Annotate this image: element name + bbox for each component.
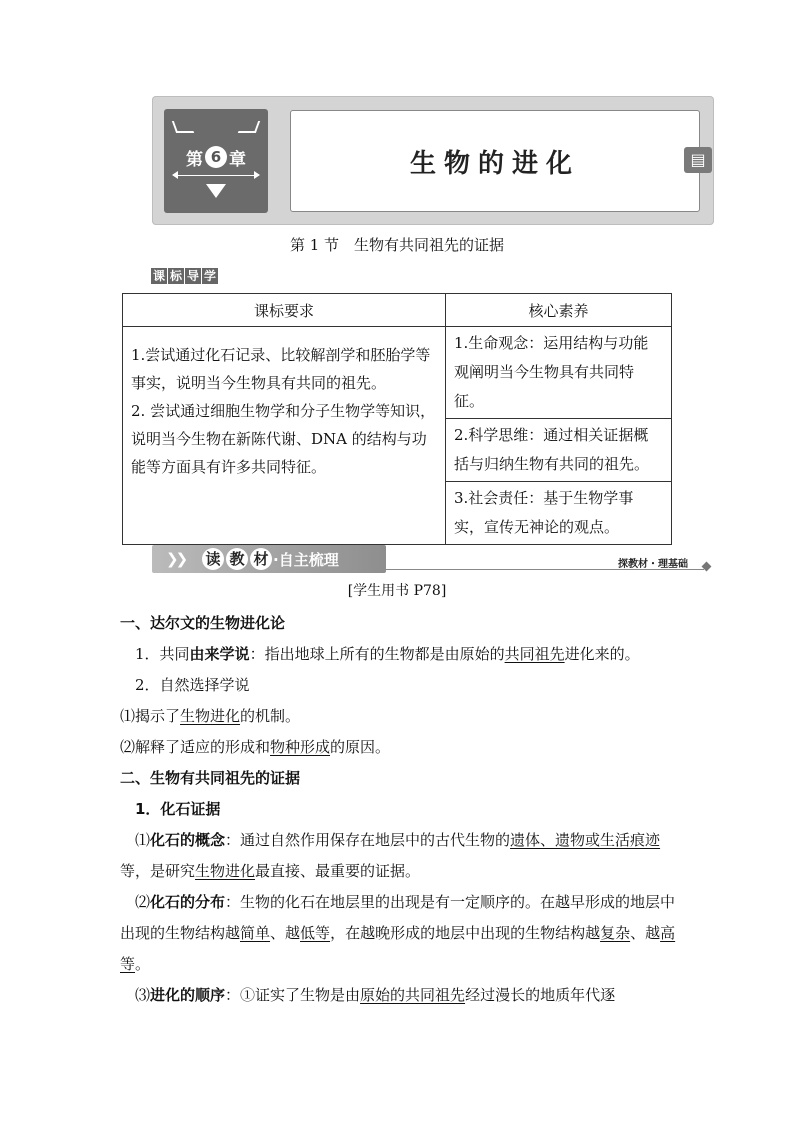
requirement-item: 1.尝试通过化石记录、比较解剖学和胚胎学等事实，说明当今生物具有共同的祖先。 [131, 346, 431, 392]
requirements-cell [123, 327, 446, 545]
guide-tag-char: 课 [152, 269, 165, 283]
paragraph: 1．化石证据 [135, 800, 221, 818]
bracket-left-icon [172, 121, 194, 133]
literacy-item: 1.生命观念：运用结构与功能观阐明当今生物具有共同特征。 [446, 327, 672, 419]
paragraph: 2．自然选择学说 [135, 676, 250, 694]
chapter-badge [164, 109, 268, 213]
band-title: ·自主梳理 [273, 551, 339, 569]
heading-1: 一、达尔文的生物进化论 [120, 614, 286, 632]
down-triangle-icon [206, 184, 226, 198]
bracket-right-icon [238, 121, 260, 133]
chevron-icon: ❯❯ [166, 550, 186, 568]
paragraph: ⑴化石的概念：通过自然作用保存在地层中的古代生物的遗体、遗物或生活痕迹等，是研究生物进化最直接、最重要的证据。 [120, 831, 661, 880]
requirements-table [122, 293, 672, 545]
guide-tag [151, 268, 218, 284]
guide-tag-char: 导 [186, 269, 199, 283]
requirement-item: 2. 尝试通过细胞生物学和分子生物学等知识，说明当今生物在新陈代谢、DNA 的结构与功能等方面具有许多共同特征。 [131, 402, 436, 476]
paragraph: ⑶进化的顺序：①证实了生物是由原始的共同祖先经过漫长的地质年代逐 [135, 986, 616, 1004]
chapter-label [178, 145, 254, 169]
literacy-item: 3.社会责任：基于生物学事实，宣传无神论的观点。 [446, 482, 672, 545]
paragraph: ⑵解释了适应的形成和物种形成的原因。 [120, 738, 391, 756]
chapter-prefix: 第 [186, 149, 203, 170]
band-char: 读 [202, 548, 224, 570]
chapter-suffix: 章 [229, 149, 246, 170]
paragraph: 1．共同由来学说：指出地球上所有的生物都是由原始的共同祖先进化来的。 [135, 645, 640, 663]
book-reference: [学生用书 P78] [347, 583, 447, 599]
section-title: 第 1 节 生物有共同祖先的证据 [289, 236, 505, 254]
content-body [120, 608, 676, 1011]
paragraph: ⑵化石的分布：生物的化石在地层里的出现是有一定顺序的。在越早形成的地层中出现的生物结构越简单、越低等，在越晚形成的地层中出现的生物结构越复杂、越高等。 [120, 893, 676, 973]
section-band [152, 545, 712, 573]
chapter-title-box [290, 110, 700, 212]
band-char: 教 [226, 548, 248, 570]
paragraph: ⑴揭示了生物进化的机制。 [120, 707, 301, 725]
guide-tag-char: 学 [203, 269, 216, 283]
guide-tag-char: 标 [169, 269, 182, 283]
chapter-title: 生物的进化 [409, 148, 580, 179]
col-header-requirements: 课标要求 [123, 294, 446, 327]
book-search-icon: ▤ [684, 147, 712, 173]
band-char: 材 [250, 548, 272, 570]
band-subtitle: 探教材・理基础 [618, 559, 688, 570]
heading-2: 二、生物有共同祖先的证据 [120, 769, 301, 787]
chapter-number: 6 [205, 146, 227, 168]
col-header-literacy: 核心素养 [446, 294, 672, 327]
double-arrow-icon [174, 175, 258, 176]
literacy-item: 2.科学思维：通过相关证据概括与归纳生物有共同的祖先。 [446, 419, 672, 482]
